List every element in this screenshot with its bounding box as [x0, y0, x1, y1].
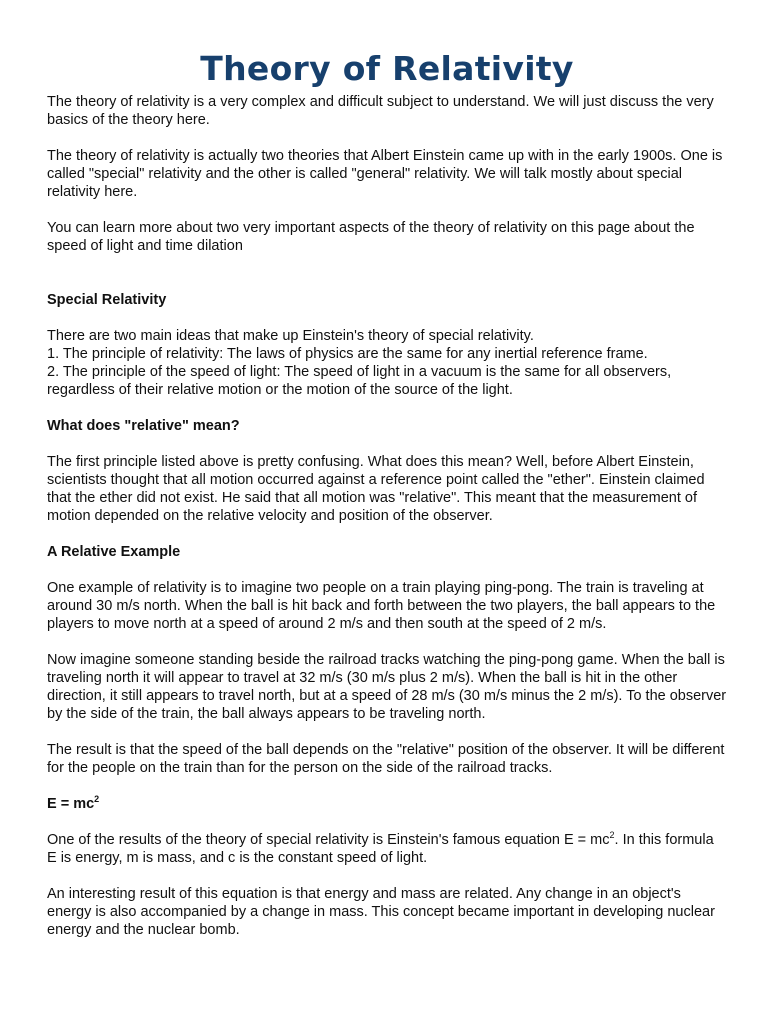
emc2-paragraph-2: An interesting result of this equation is that energy and mass are related. Any change in an object's energy is also accompanied by a change in mass. This concept became important in developing nuclear energy and the nuclear bomb. — [47, 886, 715, 938]
relative-meaning-paragraph: The first principle listed above is pretty confusing. What does this mean? Well, before Albert Einstein, scientists thought that all motion occurred against a reference point called the "ether". Einstein claimed that the ether did not exist. He said that all motion was "relative". This meant that the measurement of motion depended on the relative velocity and position of the observer. — [47, 454, 705, 524]
intro-paragraph-1: The theory of relativity is a very complex and difficult subject to understand. We will just discuss the very basics of the theory here. — [47, 94, 714, 128]
page-title: Theory of Relativity — [200, 49, 574, 88]
section-heading-relative-example: A Relative Example — [47, 544, 181, 560]
principle-1: 1. The principle of relativity: The laws of physics are the same for any inertial reference frame. — [47, 346, 648, 362]
emc2-heading-exponent: 2 — [94, 794, 100, 804]
emc2-heading-base: E = mc — [47, 796, 95, 812]
example-paragraph-2: Now imagine someone standing beside the railroad tracks watching the ping-pong game. When the ball is traveling north it will appear to travel at 32 m/s (30 m/s plus 2 m/s). When the ball is hit in the other direction, it still appears to travel north, but at a speed of 28 m/s (30 m/s minus the 2 m/s). To the observer by the side of the train, the ball always appears to be traveling north. — [47, 652, 727, 722]
section-heading-relative-meaning: What does "relative" mean? — [47, 418, 240, 434]
section-heading-emc2 — [47, 795, 727, 813]
example-paragraph-1: One example of relativity is to imagine two people on a train playing ping-pong. The train is traveling at around 30 m/s north. When the ball is hit back and forth between the two players, the ball appears to the players to move north at a speed of around 2 m/s and then south at the speed of 2 m/s. — [47, 580, 716, 632]
emc2-text-before: One of the results of the theory of special relativity is Einstein's famous equation E = mc — [47, 832, 610, 848]
document-page — [47, 0, 727, 939]
emc2-text-exponent: 2 — [609, 830, 615, 840]
example-paragraph-3: The result is that the speed of the ball depends on the "relative" position of the observer. It will be different for the people on the train than for the person on the side of the railroad tracks. — [47, 742, 725, 776]
special-relativity-lead: There are two main ideas that make up Einstein's theory of special relativity. — [47, 328, 534, 344]
principle-2: 2. The principle of the speed of light: The speed of light in a vacuum is the same for all observers, regardless of their relative motion or the motion of the source of the light. — [47, 364, 672, 398]
emc2-paragraph-1 — [47, 831, 727, 867]
emc2-text-after: . In this formula E is energy, m is mass, and c is the constant speed of light. — [47, 832, 714, 866]
section-heading-special-relativity: Special Relativity — [47, 292, 167, 308]
intro-paragraph-2: The theory of relativity is actually two theories that Albert Einstein came up with in the early 1900s. One is called "special" relativity and the other is called "general" relativity. We will talk mostly about special relativity here. — [47, 148, 723, 200]
intro-paragraph-3: You can learn more about two very important aspects of the theory of relativity on this page about the speed of light and time dilation — [47, 220, 695, 254]
